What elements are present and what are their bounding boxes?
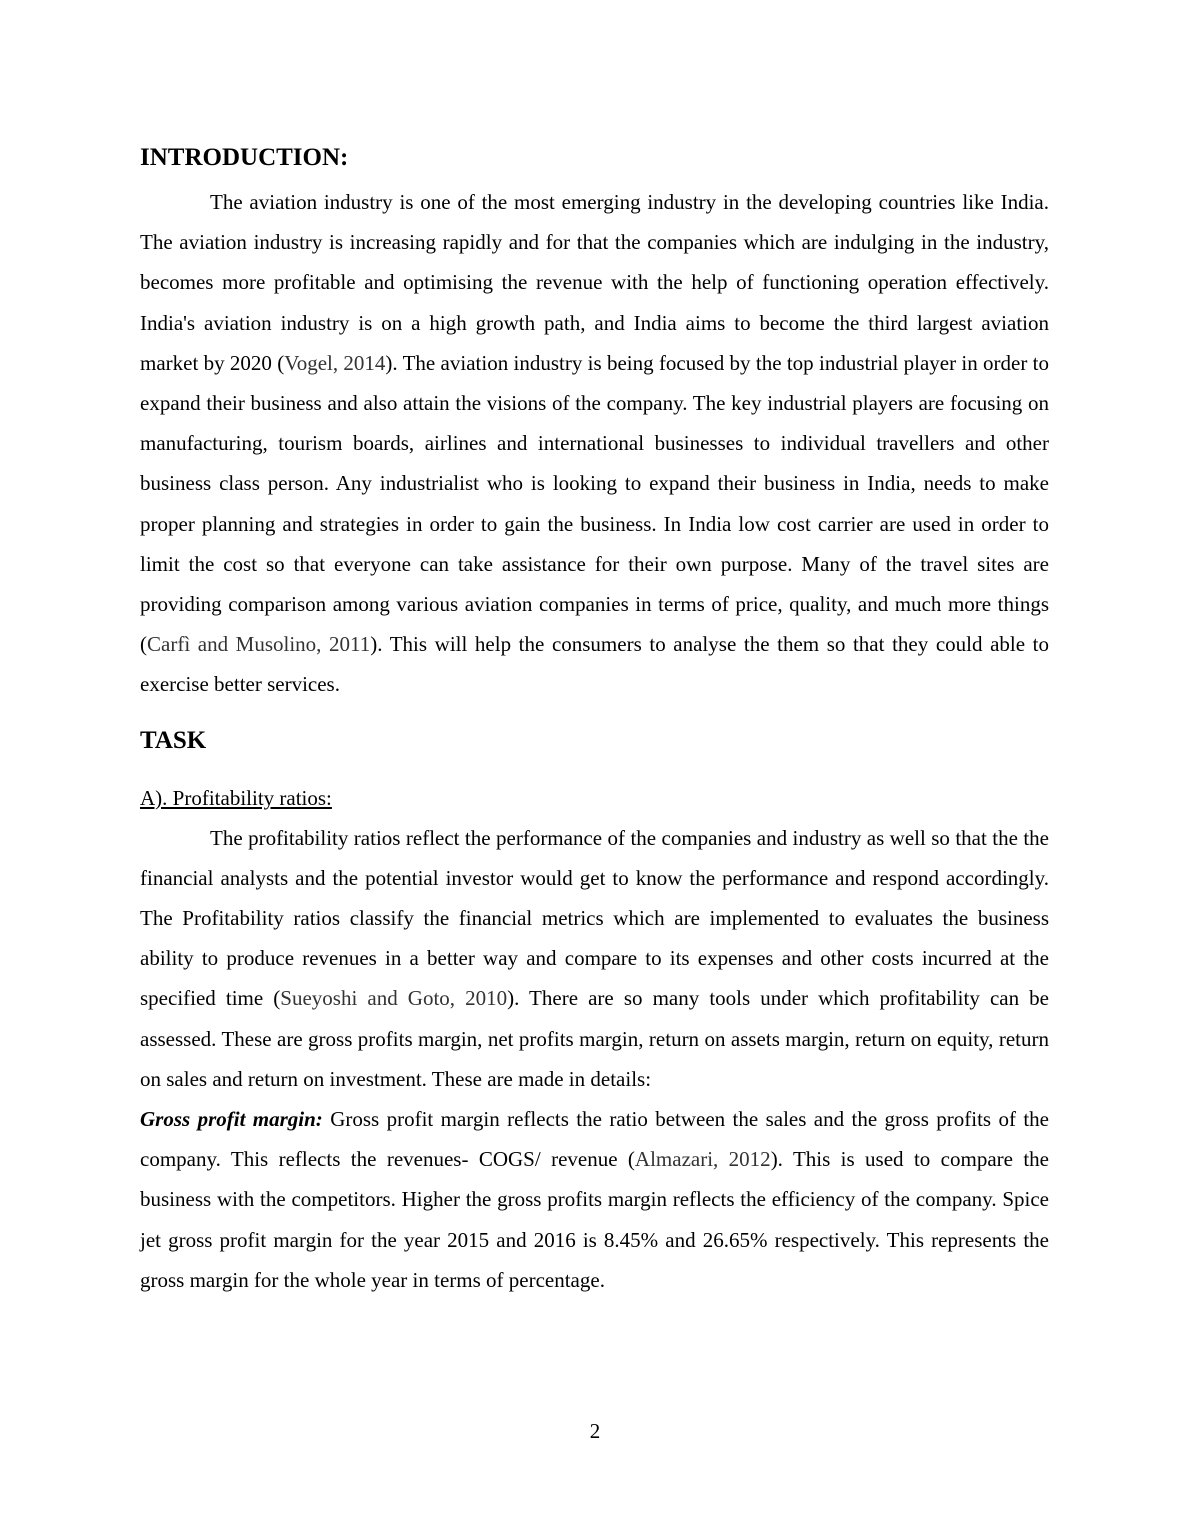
- introduction-text-2: ). The aviation industry is being focused by the top industrial player in order to expand their business and also attain the visions of the company. The key industrial players are focusing on manufacturing, tourism boards, airlines and international businesses to individual travellers and other business class person. Any industrialist who is looking to expand their business in India, needs to make proper planning and strategies in order to gain the business. In India low cost carrier are used in order to limit the cost so that everyone can take assistance for their own purpose. Many of the travel sites are providing comparison among various aviation companies in terms of price, quality, and much more things (: [140, 350, 1049, 657]
- task-heading: TASK: [140, 726, 207, 754]
- citation-sueyoshi-goto: Sueyoshi and Goto, 2010: [280, 986, 508, 1011]
- citation-vogel: Vogel, 2014: [284, 350, 386, 375]
- document-page: [140, 140, 1049, 1300]
- introduction-text-3: ). This will help the consumers to analyse the them so that they could able to exercise better services.: [140, 632, 1049, 697]
- profitability-paragraph: [140, 818, 1049, 1099]
- introduction-heading: INTRODUCTION:: [140, 144, 349, 171]
- page-number: 2: [589, 1419, 601, 1443]
- profitability-ratios-subheading: A). Profitability ratios:: [140, 785, 332, 810]
- gross-profit-term: Gross profit margin:: [140, 1107, 323, 1132]
- citation-almazari: Almazari, 2012: [634, 1147, 771, 1172]
- profitability-text-2: ). There are so many tools under which profitability can be assessed. These are gross profits margin, net profits margin, return on assets margin, return on equity, return on sales and return on investment. These are made in details:: [140, 986, 1049, 1091]
- gross-profit-text-2: ). This is used to compare the business with the competitors. Higher the gross profits margin reflects the efficiency of the company. Spice jet gross profit margin for the year 2015 and 2016 is 8.45% and 26.65% respectively. This represents the gross margin for the whole year in terms of percentage.: [140, 1147, 1050, 1292]
- introduction-text-1: The aviation industry is one of the most emerging industry in the developing countries like India. The aviation industry is increasing rapidly and for that the companies which are indulging in the industry, becomes more profitable and optimising the revenue with the help of functioning operation effectively. India's aviation industry is on a high growth path, and India aims to become the third largest aviation market by 2020 (: [140, 190, 1049, 375]
- gross-profit-paragraph: [140, 1099, 1049, 1300]
- citation-carfi-musolino: Carfì and Musolino, 2011: [147, 632, 371, 657]
- gross-profit-text-1: Gross profit margin reflects the ratio between the sales and the gross profits of the company. This reflects the revenues- COGS/ revenue (: [140, 1107, 1050, 1172]
- introduction-paragraph: [140, 182, 1049, 705]
- profitability-text-1: The profitability ratios reflect the performance of the companies and industry as well so that the the financial analysts and the potential investor would get to know the performance and respond accordingly. The Profitability ratios classify the financial metrics which are implemented to evaluates the business ability to produce revenues in a better way and compare to its expenses and other costs incurred at the specified time (: [140, 825, 1049, 1011]
